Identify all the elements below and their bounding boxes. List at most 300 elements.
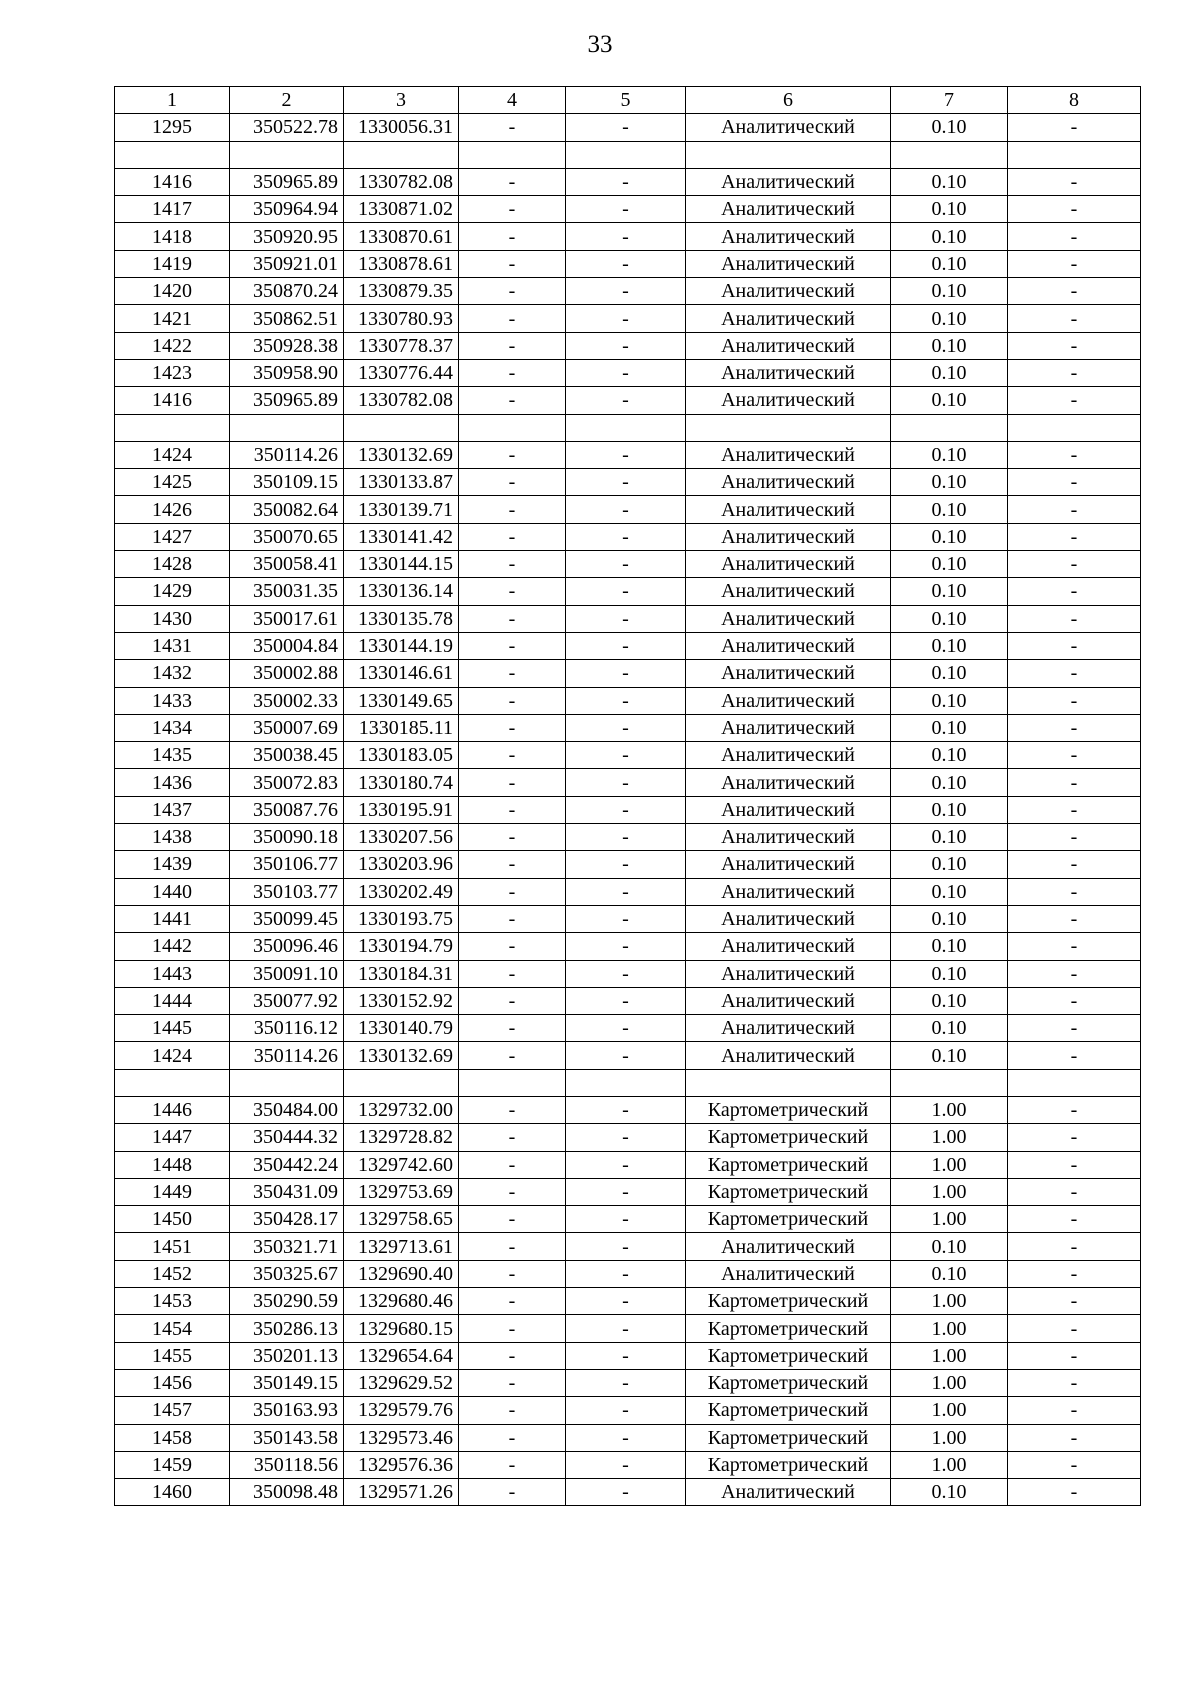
column-4-cell <box>459 1069 566 1096</box>
column-8-cell: - <box>1008 878 1141 905</box>
column-4-cell <box>459 141 566 168</box>
column-5-cell: - <box>566 551 686 578</box>
column-header-6: 6 <box>686 87 891 114</box>
column-4-cell: - <box>459 1096 566 1123</box>
table-row <box>115 278 1141 305</box>
column-8-cell: - <box>1008 523 1141 550</box>
x-coordinate-cell: 350103.77 <box>230 878 344 905</box>
table-row <box>115 1042 1141 1069</box>
column-8-cell: - <box>1008 960 1141 987</box>
column-8-cell: - <box>1008 1397 1141 1424</box>
column-5-cell: - <box>566 1233 686 1260</box>
column-header-1: 1 <box>115 87 230 114</box>
method-cell: Картометрический <box>686 1369 891 1396</box>
table-row <box>115 332 1141 359</box>
accuracy-cell: 0.10 <box>891 1260 1008 1287</box>
y-coordinate-cell: 1330195.91 <box>344 796 459 823</box>
table-row <box>115 551 1141 578</box>
point-number-cell: 1416 <box>115 168 230 195</box>
column-4-cell: - <box>459 933 566 960</box>
y-coordinate-cell: 1330185.11 <box>344 714 459 741</box>
column-5-cell: - <box>566 496 686 523</box>
x-coordinate-cell: 350072.83 <box>230 769 344 796</box>
x-coordinate-cell: 350087.76 <box>230 796 344 823</box>
x-coordinate-cell: 350143.58 <box>230 1424 344 1451</box>
column-5-cell: - <box>566 1397 686 1424</box>
column-8-cell: - <box>1008 332 1141 359</box>
column-4-cell: - <box>459 660 566 687</box>
point-number-cell: 1426 <box>115 496 230 523</box>
table-row <box>115 660 1141 687</box>
point-number-cell: 1441 <box>115 905 230 932</box>
column-4-cell: - <box>459 1260 566 1287</box>
table-row <box>115 687 1141 714</box>
table-row <box>115 469 1141 496</box>
table-body <box>115 114 1141 1506</box>
column-4-cell: - <box>459 250 566 277</box>
point-number-cell <box>115 1069 230 1096</box>
x-coordinate-cell: 350002.33 <box>230 687 344 714</box>
accuracy-cell: 0.10 <box>891 987 1008 1014</box>
y-coordinate-cell: 1330870.61 <box>344 223 459 250</box>
x-coordinate-cell: 350442.24 <box>230 1151 344 1178</box>
x-coordinate-cell: 350082.64 <box>230 496 344 523</box>
table-row <box>115 359 1141 386</box>
column-5-cell: - <box>566 196 686 223</box>
accuracy-cell: 1.00 <box>891 1124 1008 1151</box>
table-row <box>115 605 1141 632</box>
column-5-cell: - <box>566 769 686 796</box>
point-number-cell: 1295 <box>115 114 230 141</box>
column-5-cell: - <box>566 824 686 851</box>
accuracy-cell: 0.10 <box>891 687 1008 714</box>
column-8-cell: - <box>1008 1178 1141 1205</box>
x-coordinate-cell: 350964.94 <box>230 196 344 223</box>
accuracy-cell: 1.00 <box>891 1315 1008 1342</box>
column-5-cell <box>566 414 686 441</box>
accuracy-cell: 1.00 <box>891 1288 1008 1315</box>
table-row <box>115 114 1141 141</box>
x-coordinate-cell: 350090.18 <box>230 824 344 851</box>
column-4-cell: - <box>459 1397 566 1424</box>
table-row <box>115 632 1141 659</box>
accuracy-cell: 0.10 <box>891 660 1008 687</box>
x-coordinate-cell: 350114.26 <box>230 1042 344 1069</box>
point-number-cell: 1460 <box>115 1479 230 1506</box>
accuracy-cell: 0.10 <box>891 824 1008 851</box>
x-coordinate-cell: 350118.56 <box>230 1451 344 1478</box>
column-4-cell: - <box>459 1206 566 1233</box>
x-coordinate-cell: 350096.46 <box>230 933 344 960</box>
y-coordinate-cell: 1329576.36 <box>344 1451 459 1478</box>
method-cell: Аналитический <box>686 278 891 305</box>
method-cell: Аналитический <box>686 687 891 714</box>
method-cell: Аналитический <box>686 359 891 386</box>
column-8-cell: - <box>1008 1342 1141 1369</box>
y-coordinate-cell: 1329571.26 <box>344 1479 459 1506</box>
column-4-cell: - <box>459 605 566 632</box>
accuracy-cell: 0.10 <box>891 1015 1008 1042</box>
table-row <box>115 851 1141 878</box>
point-number-cell: 1424 <box>115 441 230 468</box>
accuracy-cell: 0.10 <box>891 742 1008 769</box>
page-number: 33 <box>587 31 613 58</box>
accuracy-cell: 0.10 <box>891 278 1008 305</box>
column-4-cell: - <box>459 632 566 659</box>
method-cell: Аналитический <box>686 469 891 496</box>
column-5-cell: - <box>566 1479 686 1506</box>
column-header-8: 8 <box>1008 87 1141 114</box>
point-number-cell: 1459 <box>115 1451 230 1478</box>
accuracy-cell <box>891 141 1008 168</box>
y-coordinate-cell: 1330776.44 <box>344 359 459 386</box>
point-number-cell: 1436 <box>115 769 230 796</box>
column-5-cell: - <box>566 1424 686 1451</box>
method-cell: Аналитический <box>686 250 891 277</box>
accuracy-cell <box>891 414 1008 441</box>
method-cell: Аналитический <box>686 987 891 1014</box>
table-row <box>115 1178 1141 1205</box>
column-5-cell: - <box>566 1369 686 1396</box>
column-4-cell: - <box>459 824 566 851</box>
table-row <box>115 824 1141 851</box>
column-4-cell: - <box>459 332 566 359</box>
method-cell: Аналитический <box>686 114 891 141</box>
column-5-cell: - <box>566 851 686 878</box>
accuracy-cell: 0.10 <box>891 1479 1008 1506</box>
x-coordinate-cell: 350058.41 <box>230 551 344 578</box>
x-coordinate-cell <box>230 414 344 441</box>
y-coordinate-cell <box>344 1069 459 1096</box>
method-cell: Аналитический <box>686 960 891 987</box>
accuracy-cell: 1.00 <box>891 1397 1008 1424</box>
column-5-cell: - <box>566 305 686 332</box>
column-8-cell: - <box>1008 1015 1141 1042</box>
point-number-cell: 1430 <box>115 605 230 632</box>
point-number-cell: 1434 <box>115 714 230 741</box>
column-5-cell: - <box>566 660 686 687</box>
column-8-cell: - <box>1008 769 1141 796</box>
column-5-cell: - <box>566 878 686 905</box>
column-4-cell: - <box>459 1178 566 1205</box>
accuracy-cell: 0.10 <box>891 305 1008 332</box>
x-coordinate-cell: 350428.17 <box>230 1206 344 1233</box>
method-cell: Аналитический <box>686 1479 891 1506</box>
column-8-cell: - <box>1008 687 1141 714</box>
x-coordinate-cell: 350201.13 <box>230 1342 344 1369</box>
point-number-cell: 1421 <box>115 305 230 332</box>
column-8-cell: - <box>1008 250 1141 277</box>
column-header-5: 5 <box>566 87 686 114</box>
accuracy-cell: 0.10 <box>891 796 1008 823</box>
point-number-cell: 1451 <box>115 1233 230 1260</box>
accuracy-cell: 1.00 <box>891 1178 1008 1205</box>
x-coordinate-cell: 350870.24 <box>230 278 344 305</box>
point-number-cell: 1446 <box>115 1096 230 1123</box>
column-4-cell: - <box>459 987 566 1014</box>
accuracy-cell: 1.00 <box>891 1424 1008 1451</box>
method-cell: Аналитический <box>686 878 891 905</box>
column-4-cell: - <box>459 359 566 386</box>
x-coordinate-cell: 350038.45 <box>230 742 344 769</box>
method-cell: Картометрический <box>686 1124 891 1151</box>
x-coordinate-cell: 350444.32 <box>230 1124 344 1151</box>
column-4-cell: - <box>459 851 566 878</box>
column-5-cell: - <box>566 987 686 1014</box>
accuracy-cell: 0.10 <box>891 769 1008 796</box>
point-number-cell: 1444 <box>115 987 230 1014</box>
column-5-cell: - <box>566 796 686 823</box>
table-row <box>115 1206 1141 1233</box>
column-8-cell: - <box>1008 851 1141 878</box>
x-coordinate-cell: 350862.51 <box>230 305 344 332</box>
header-row <box>115 87 1141 114</box>
method-cell: Аналитический <box>686 332 891 359</box>
accuracy-cell: 1.00 <box>891 1206 1008 1233</box>
y-coordinate-cell: 1330782.08 <box>344 168 459 195</box>
y-coordinate-cell: 1330780.93 <box>344 305 459 332</box>
table-row <box>115 1260 1141 1287</box>
table-row <box>115 714 1141 741</box>
accuracy-cell: 0.10 <box>891 714 1008 741</box>
x-coordinate-cell: 350965.89 <box>230 387 344 414</box>
table-row <box>115 387 1141 414</box>
y-coordinate-cell: 1330183.05 <box>344 742 459 769</box>
y-coordinate-cell: 1329680.46 <box>344 1288 459 1315</box>
method-cell: Аналитический <box>686 1233 891 1260</box>
x-coordinate-cell: 350920.95 <box>230 223 344 250</box>
column-4-cell: - <box>459 714 566 741</box>
column-8-cell: - <box>1008 1096 1141 1123</box>
point-number-cell: 1433 <box>115 687 230 714</box>
accuracy-cell: 0.10 <box>891 878 1008 905</box>
method-cell: Аналитический <box>686 905 891 932</box>
column-4-cell: - <box>459 687 566 714</box>
y-coordinate-cell: 1330146.61 <box>344 660 459 687</box>
column-8-cell: - <box>1008 551 1141 578</box>
column-5-cell: - <box>566 1206 686 1233</box>
point-number-cell: 1435 <box>115 742 230 769</box>
column-4-cell: - <box>459 1342 566 1369</box>
accuracy-cell: 0.10 <box>891 196 1008 223</box>
column-8-cell: - <box>1008 660 1141 687</box>
table-row <box>115 414 1141 441</box>
column-4-cell: - <box>459 1151 566 1178</box>
accuracy-cell: 0.10 <box>891 551 1008 578</box>
table-row <box>115 1479 1141 1506</box>
x-coordinate-cell: 350109.15 <box>230 469 344 496</box>
column-5-cell: - <box>566 1451 686 1478</box>
column-5-cell: - <box>566 687 686 714</box>
table-row <box>115 141 1141 168</box>
column-4-cell: - <box>459 196 566 223</box>
method-cell: Аналитический <box>686 769 891 796</box>
y-coordinate-cell <box>344 414 459 441</box>
y-coordinate-cell: 1330207.56 <box>344 824 459 851</box>
table-row <box>115 905 1141 932</box>
column-5-cell: - <box>566 223 686 250</box>
method-cell: Аналитический <box>686 196 891 223</box>
accuracy-cell: 0.10 <box>891 250 1008 277</box>
point-number-cell: 1457 <box>115 1397 230 1424</box>
column-4-cell: - <box>459 878 566 905</box>
column-4-cell: - <box>459 1451 566 1478</box>
y-coordinate-cell: 1330879.35 <box>344 278 459 305</box>
column-8-cell: - <box>1008 933 1141 960</box>
column-4-cell: - <box>459 1424 566 1451</box>
y-coordinate-cell: 1330149.65 <box>344 687 459 714</box>
column-5-cell: - <box>566 1288 686 1315</box>
column-5-cell: - <box>566 523 686 550</box>
x-coordinate-cell: 350431.09 <box>230 1178 344 1205</box>
y-coordinate-cell: 1330194.79 <box>344 933 459 960</box>
point-number-cell: 1437 <box>115 796 230 823</box>
table-row <box>115 933 1141 960</box>
y-coordinate-cell: 1330139.71 <box>344 496 459 523</box>
accuracy-cell: 0.10 <box>891 933 1008 960</box>
accuracy-cell: 0.10 <box>891 332 1008 359</box>
column-4-cell <box>459 414 566 441</box>
table-row <box>115 1397 1141 1424</box>
method-cell: Картометрический <box>686 1451 891 1478</box>
column-4-cell: - <box>459 1369 566 1396</box>
column-4-cell: - <box>459 168 566 195</box>
point-number-cell <box>115 141 230 168</box>
column-8-cell: - <box>1008 387 1141 414</box>
x-coordinate-cell: 350031.35 <box>230 578 344 605</box>
column-5-cell: - <box>566 1096 686 1123</box>
table-row <box>115 987 1141 1014</box>
column-5-cell: - <box>566 1315 686 1342</box>
x-coordinate-cell: 350163.93 <box>230 1397 344 1424</box>
y-coordinate-cell: 1329573.46 <box>344 1424 459 1451</box>
column-4-cell: - <box>459 469 566 496</box>
point-number-cell: 1456 <box>115 1369 230 1396</box>
column-8-cell: - <box>1008 578 1141 605</box>
method-cell <box>686 414 891 441</box>
column-5-cell: - <box>566 1015 686 1042</box>
method-cell: Аналитический <box>686 496 891 523</box>
point-number-cell: 1458 <box>115 1424 230 1451</box>
column-5-cell: - <box>566 387 686 414</box>
method-cell: Картометрический <box>686 1178 891 1205</box>
y-coordinate-cell: 1329758.65 <box>344 1206 459 1233</box>
column-8-cell: - <box>1008 824 1141 851</box>
y-coordinate-cell: 1330136.14 <box>344 578 459 605</box>
column-4-cell: - <box>459 496 566 523</box>
column-8-cell: - <box>1008 469 1141 496</box>
y-coordinate-cell <box>344 141 459 168</box>
column-8-cell <box>1008 1069 1141 1096</box>
y-coordinate-cell: 1329629.52 <box>344 1369 459 1396</box>
table-row <box>115 250 1141 277</box>
column-8-cell: - <box>1008 1451 1141 1478</box>
y-coordinate-cell: 1329680.15 <box>344 1315 459 1342</box>
column-4-cell: - <box>459 1479 566 1506</box>
column-4-cell: - <box>459 905 566 932</box>
y-coordinate-cell: 1330203.96 <box>344 851 459 878</box>
column-8-cell: - <box>1008 278 1141 305</box>
y-coordinate-cell: 1330152.92 <box>344 987 459 1014</box>
column-8-cell: - <box>1008 1151 1141 1178</box>
column-8-cell: - <box>1008 1233 1141 1260</box>
y-coordinate-cell: 1330778.37 <box>344 332 459 359</box>
method-cell: Аналитический <box>686 714 891 741</box>
accuracy-cell: 0.10 <box>891 387 1008 414</box>
method-cell: Картометрический <box>686 1096 891 1123</box>
column-8-cell: - <box>1008 796 1141 823</box>
method-cell: Картометрический <box>686 1288 891 1315</box>
point-number-cell: 1428 <box>115 551 230 578</box>
method-cell: Аналитический <box>686 168 891 195</box>
column-4-cell: - <box>459 769 566 796</box>
accuracy-cell: 0.10 <box>891 905 1008 932</box>
accuracy-cell: 1.00 <box>891 1151 1008 1178</box>
method-cell: Аналитический <box>686 441 891 468</box>
y-coordinate-cell: 1330056.31 <box>344 114 459 141</box>
x-coordinate-cell: 350099.45 <box>230 905 344 932</box>
y-coordinate-cell: 1330184.31 <box>344 960 459 987</box>
table-row <box>115 223 1141 250</box>
accuracy-cell: 0.10 <box>891 114 1008 141</box>
method-cell: Аналитический <box>686 796 891 823</box>
accuracy-cell: 1.00 <box>891 1369 1008 1396</box>
column-5-cell: - <box>566 1124 686 1151</box>
x-coordinate-cell: 350958.90 <box>230 359 344 386</box>
point-number-cell: 1417 <box>115 196 230 223</box>
method-cell: Аналитический <box>686 605 891 632</box>
method-cell: Аналитический <box>686 742 891 769</box>
table-row <box>115 523 1141 550</box>
accuracy-cell: 0.10 <box>891 496 1008 523</box>
column-5-cell: - <box>566 742 686 769</box>
y-coordinate-cell: 1329728.82 <box>344 1124 459 1151</box>
accuracy-cell: 0.10 <box>891 523 1008 550</box>
column-5-cell: - <box>566 905 686 932</box>
point-number-cell: 1431 <box>115 632 230 659</box>
column-header-4: 4 <box>459 87 566 114</box>
coordinates-table <box>114 86 1141 1506</box>
y-coordinate-cell: 1329753.69 <box>344 1178 459 1205</box>
y-coordinate-cell: 1330144.19 <box>344 632 459 659</box>
column-5-cell: - <box>566 114 686 141</box>
column-5-cell <box>566 141 686 168</box>
table-row <box>115 1069 1141 1096</box>
column-8-cell: - <box>1008 1288 1141 1315</box>
column-5-cell: - <box>566 714 686 741</box>
column-8-cell: - <box>1008 1260 1141 1287</box>
y-coordinate-cell: 1329713.61 <box>344 1233 459 1260</box>
accuracy-cell: 0.10 <box>891 632 1008 659</box>
point-number-cell: 1450 <box>115 1206 230 1233</box>
table-row <box>115 168 1141 195</box>
column-4-cell: - <box>459 387 566 414</box>
table-row <box>115 1451 1141 1478</box>
point-number-cell: 1454 <box>115 1315 230 1342</box>
y-coordinate-cell: 1329579.76 <box>344 1397 459 1424</box>
accuracy-cell: 0.10 <box>891 359 1008 386</box>
y-coordinate-cell: 1330141.42 <box>344 523 459 550</box>
point-number-cell: 1448 <box>115 1151 230 1178</box>
x-coordinate-cell: 350965.89 <box>230 168 344 195</box>
column-8-cell: - <box>1008 441 1141 468</box>
method-cell: Картометрический <box>686 1206 891 1233</box>
table-row <box>115 441 1141 468</box>
point-number-cell: 1447 <box>115 1124 230 1151</box>
accuracy-cell: 1.00 <box>891 1342 1008 1369</box>
column-8-cell: - <box>1008 1479 1141 1506</box>
accuracy-cell: 0.10 <box>891 441 1008 468</box>
